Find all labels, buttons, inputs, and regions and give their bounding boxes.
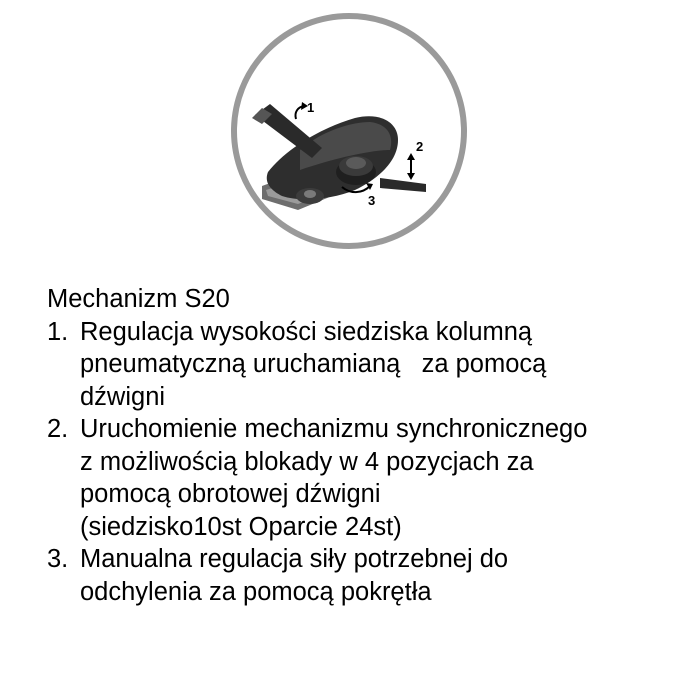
feature-line: pneumatyczną uruchamianą za pomocą <box>80 350 547 378</box>
feature-line: odchylenia za pomocą pokrętła <box>80 577 432 606</box>
feature-item-1 <box>47 316 687 414</box>
feature-number: 3. <box>47 545 69 573</box>
feature-line: dźwigni <box>80 382 166 411</box>
feature-item-3 <box>47 543 687 608</box>
feature-line: Manualna regulacja siły potrzebnej do <box>80 545 509 573</box>
feature-list <box>47 316 687 609</box>
callout-1: 1 <box>307 100 315 115</box>
feature-line: Uruchomienie mechanizmu synchronicznego <box>80 415 588 443</box>
feature-item-2 <box>47 413 687 543</box>
feature-line: z możliwością blokady w 4 pozycjach za <box>80 447 534 476</box>
mechanism-title: Mechanizm S20 <box>47 285 230 313</box>
feature-line: pomocą obrotowej dźwigni <box>80 480 381 508</box>
callout-2: 2 <box>416 139 424 154</box>
feature-number: 1. <box>47 317 69 346</box>
feature-line: Regulacja wysokości siedziska kolumną <box>80 317 533 346</box>
feature-line: (siedzisko10st Oparcie 24st) <box>80 512 402 541</box>
description-block <box>47 283 687 608</box>
callout-3: 3 <box>368 193 376 208</box>
mechanism-figure <box>0 0 700 270</box>
feature-number: 2. <box>47 415 69 443</box>
